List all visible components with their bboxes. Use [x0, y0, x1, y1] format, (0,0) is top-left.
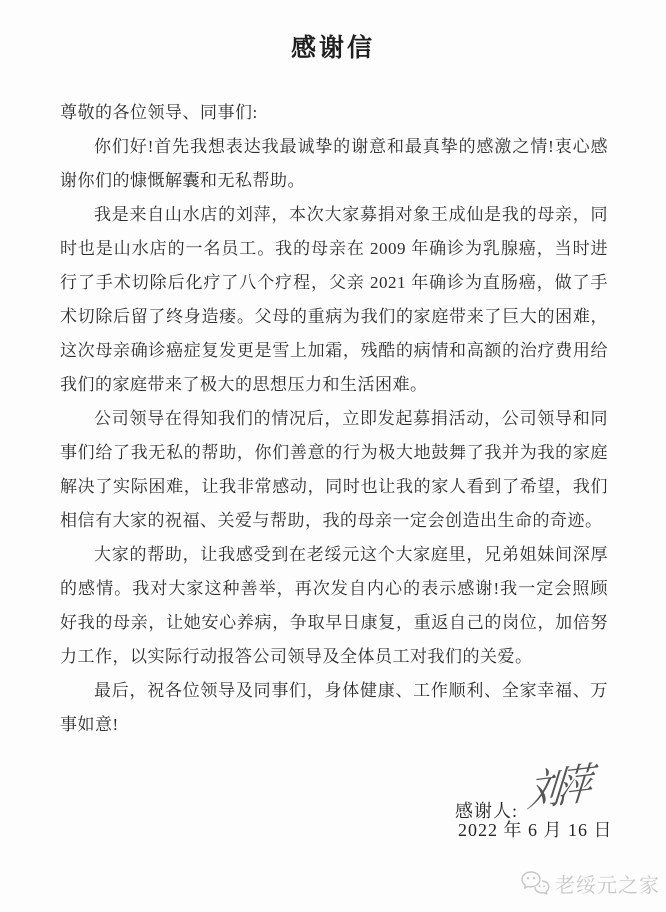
signature-label: 感谢人: [455, 801, 519, 821]
letter-body [60, 96, 608, 742]
paragraph-wishes: 最后，祝各位领导及同事们，身体健康、工作顺利、全家幸福、万事如意! [60, 681, 608, 734]
paragraph-donation: 公司领导在得知我们的情况后，立即发起募捐活动，公司领导和同事们给了我无私的帮助，你们善意的行为极大地鼓舞了我并为我的家庭解决了实际困难，让我非常感动，同时也让我的家人看到了希望，我们相信有大家的祝福、关爱与帮助，我的母亲一定会创造出生命的奇迹。 [60, 409, 608, 530]
paragraph-greeting: 你们好!首先我想表达我最诚挚的谢意和最真挚的感激之情!衷心感谢你们的慷慨解囊和无私帮助。 [60, 137, 608, 190]
letter-date: 2022 年 6 月 16 日 [458, 820, 613, 840]
paragraph-gratitude: 大家的帮助，让我感受到在老绥元这个大家庭里，兄弟姐妹间深厚的感情。我对大家这种善举，再次发自内心的表示感谢!我一定会照顾好我的母亲，让她安心养病，争取早日康复，重返自己的岗位，加倍努力工作，以实际行动报答公司领导及全体员工对我们的关爱。 [60, 545, 608, 666]
signature-handwriting: 刘萍 [524, 761, 591, 817]
watermark-text: 老绥元之家 [555, 875, 660, 897]
salutation: 尊敬的各位领导、同事们: [60, 103, 258, 122]
watermark [520, 869, 660, 898]
paragraph-background: 我是来自山水店的刘萍，本次大家募捐对象王成仙是我的母亲，同时也是山水店的一名员工。我的母亲在 2009 年确诊为乳腺癌，当时进行了手术切除后化疗了八个疗程，父亲 2021 年确诊为直肠癌，做了手术切除后留了终身造瘘。父母的重病为我们的家庭带来了巨大的困难，这次母亲确诊癌症复发更是雪上加霜，残酷的病情和高额的治疗费用给我们的家庭带来了极大的思想压力和生活困难。 [60, 205, 608, 394]
wechat-logo-icon [520, 870, 550, 897]
letter-title: 感谢信 [290, 34, 375, 62]
